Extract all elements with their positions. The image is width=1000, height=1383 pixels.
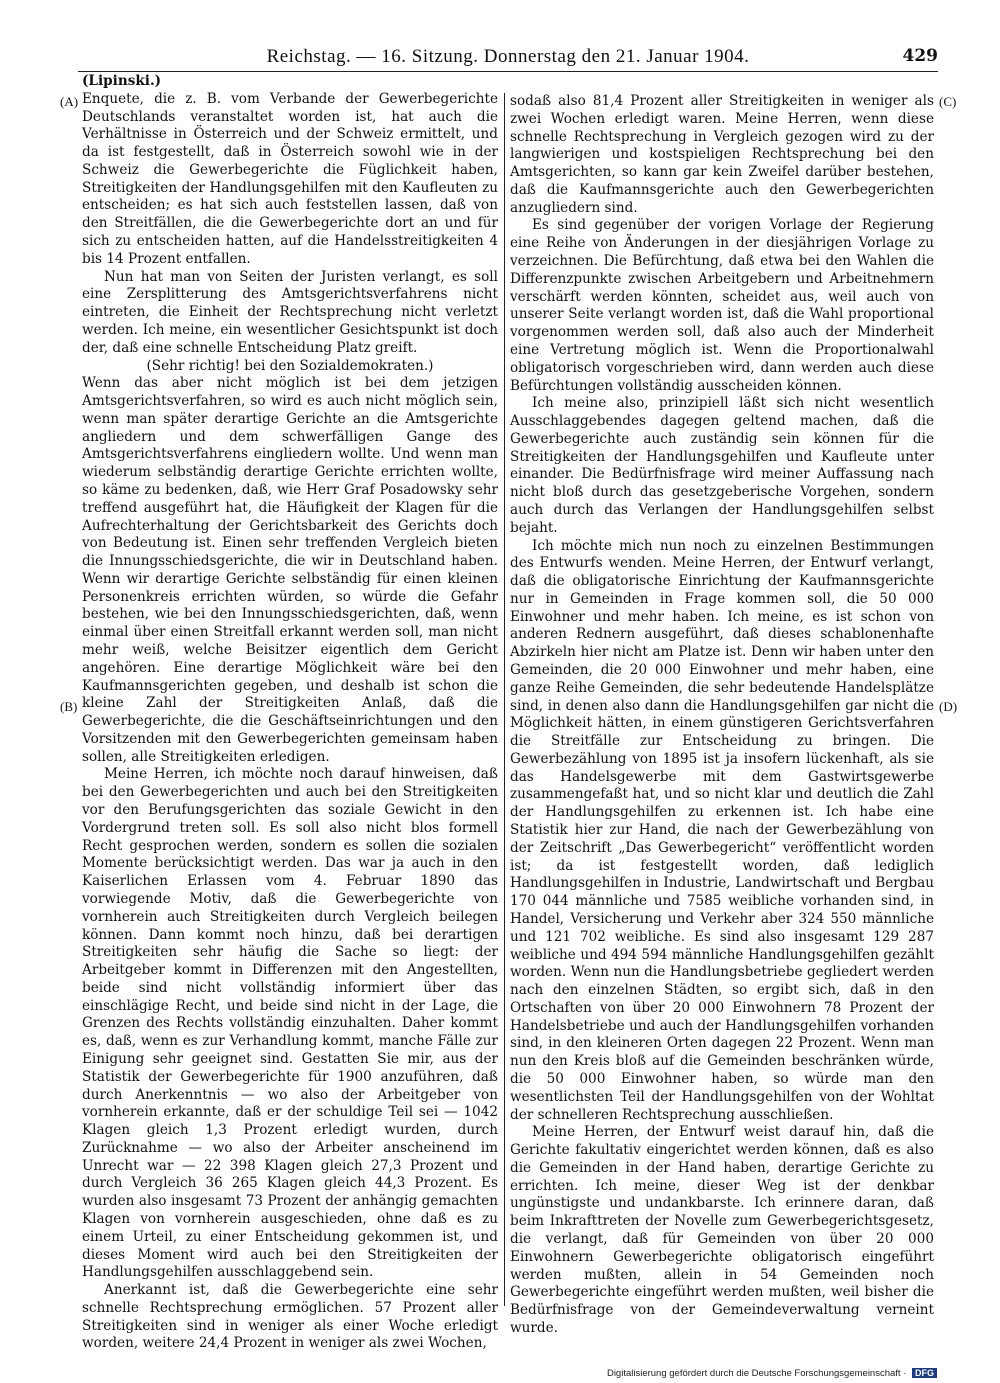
paragraph: Ich meine also, prinzipiell läßt sich nicht wesentlich Ausschlaggebendes dagegen geltend machen, daß die Gewerbegerichte auch zuständig sein können für die Streitigkeiten der Handlungsgehilfen und Kaufleute unter einander. Die Bedürfnisfrage wird meiner Auffassung nach nicht bloß durch das gesetzgeberische Vorgehen, sondern auch durch das Verlangen der Handlungsgehilfen selbst bejaht. [510, 395, 934, 536]
footer-credit [607, 1368, 937, 1379]
paragraph: Wenn das aber nicht möglich ist bei dem jetzigen Amtsgerichtsverfahren, so wird es auch nicht möglich sein, wenn man später derartige Gerichte an die Amtsgerichte angliedern und dem schwerfälligen Gange des Amtsgerichtsverfahrens eingliedern wollte. Und wenn man wiederum selbständig derartige Gerichte errichten wollte, so käme zu bedenken, daß, wie Herr Graf Posadowsky sehr treffend ausgeführt hat, die Häufigkeit der Klagen für die Aufrechterhaltung der Gerichtsbarkeit des Gerichts doch von Bedeutung ist. Einen sehr treffenden Vergleich bieten die Innungsschiedsgerichte, die wir in Deutschland haben. Wenn wir derartige Gerichte selbständig für einen kleinen Personenkreis errichten würden, so würde die Gefahr bestehen, wie bei den Innungsschiedsgerichten, daß, wenn einmal über einen Streitfall erkannt werden soll, man nicht mehr weiß, welche Beisitzer eigentlich dem Gericht angehören. Eine derartige Möglichkeit wäre bei den Kaufmannsgerichten gegeben, und deshalb ist schon die kleine Zahl der Streitigkeiten Anlaß, daß die Gewerbegerichte, die die Geschäftseinrichtungen und den Vorsitzenden mit den Gewerbegerichten gemeinsam haben sollen, alle Streitigkeiten erledigen. [82, 375, 498, 765]
running-title: Reichstag. — 16. Sitzung. Donnerstag den 21. Januar 1904. [266, 46, 750, 67]
paragraph: Meine Herren, der Entwurf weist darauf hin, daß die Gerichte fakultativ eingerichtet werden können, daß es also die Gemeinden in der Hand haben, derartige Gerichte zu errichten. Ich meine, dieser Weg ist der denkbar ungünstigste und undankbarste. Ich erinnere daran, daß beim Inkrafttreten der Novelle zum Gewerbegerichtsgesetz, die verlangt, daß für Gemeinden von über 20 000 Einwohnern Gewerbegerichte obligatorisch eingeführt werden mußten, allein in 54 Gemeinden noch Gewerbegerichte eingeführt werden mußten, weil bisher die Bedürfnisfrage von der Gemeindeverwaltung verneint wurde. [510, 1124, 934, 1336]
margin-mark-c: (C) [939, 94, 957, 109]
page-header [78, 46, 938, 68]
paragraph: Anerkannt ist, daß die Gewerbegerichte eine sehr schnelle Rechtsprechung ermöglichen. 57 Prozent aller Streitigkeiten sind in weniger als einer Woche erledigt worden, weitere 24,4 Prozent in weniger als zwei Wochen, [82, 1282, 498, 1352]
margin-mark-b: (B) [60, 699, 78, 714]
footer-text: Digitalisierung gefördert durch die Deutsche Forschungsgemeinschaft · [606, 1368, 907, 1379]
header-rule [78, 71, 938, 72]
right-column [510, 93, 934, 1338]
paragraph: Meine Herren, ich möchte noch darauf hinweisen, daß bei den Gewerbegerichten und auch bei den Streitigkeiten vor den Berufungsgerichten das soziale Gewicht in den Vordergrund treten soll. Es soll also nicht blos formell Recht gesprochen werden, sondern es sollen die sozialen Momente berücksichtigt werden. Das war ja auch in den Kaiserlichen Erlassen vom 4. Februar 1890 das vorwiegende Motiv, daß die Gewerbegerichte von vornherein auch Streitigkeiten durch Vergleich beilegen können. Dann kommt noch hinzu, daß bei derartigen Streitigkeiten sehr häufig die Sache so liegt: der Arbeitgeber kommt in Differenzen mit den Angestellten, beide sind nicht vollständig informiert über das einschlägige Recht, und beide sind nicht in der Lage, die Grenzen des Rechts vollständig einzuhalten. Daher kommt es, daß, wenn es zur Verhandlung kommt, manche Fälle zur Einigung sehr geeignet sind. Gestatten Sie mir, aus der Statistik der Gewerbegerichte für 1900 anzuführen, daß durch Anerkenntnis — wo also der Arbeitgeber von vornherein erkannte, daß er der schuldige Teil sei — 1042 Klagen gleich 1,3 Prozent erledigt wurden, durch Zurücknahme — wo also der Arbeiter anscheinend im Unrecht war — 22 398 Klagen gleich 27,3 Prozent und durch Vergleich 36 265 Klagen gleich 44,3 Prozent. Es wurden also insgesamt 73 Prozent der anhängig gemachten Klagen von vornherein ausgeschieden, ohne daß es zu einem Urteil, zu einer Entscheidung gekommen ist, und dieses Moment wird auch bei den Streitigkeiten der Handlungsgehilfen ausschlaggebend sein. [82, 766, 498, 1281]
margin-mark-d: (D) [939, 699, 958, 714]
paragraph: sodaß also 81,4 Prozent aller Streitigkeiten in weniger als zwei Wochen erledigt waren. Meine Herren, wenn diese schnelle Rechtsprechung in Vergleich gezogen wird zu der langwierigen und kostspieligen Rechtsprechung bei den Amtsgerichten, so kann gar kein Zweifel darüber bestehen, daß die Kaufmannsgerichte auch den Gewerbegerichten anzugliedern sind. [510, 93, 934, 216]
left-column [82, 73, 498, 1353]
paragraph: Es sind gegenüber der vorigen Vorlage der Regierung eine Reihe von Änderungen in der diesjährigen Vorlage zu verzeichnen. Die Befürchtung, daß etwa bei den Wahlen die Differenzpunkte zwischen Arbeitgebern und Arbeitnehmern verschärft werden könnten, scheidet aus, weil auch von unserer Seite verlangt worden ist, daß die Wahl proportional vorgenommen werden soll, daß also auch der Minderheit eine Vertretung möglich ist. Wenn die Proportionalwahl obligatorisch vorgeschrieben wird, dann werden auch diese Befürchtungen vollständig ausscheiden können. [510, 217, 934, 394]
page-number: 429 [902, 46, 938, 66]
speaker-name: (Lipinski.) [82, 73, 162, 89]
dfg-logo: DFG [912, 1368, 937, 1378]
paragraph: Enquete, die z. B. vom Verbande der Gewerbegerichte Deutschlands veranstaltet worden ist, hat auch die Verhältnisse in Österreich und der Schweiz ermittelt, und da ist festgestellt, daß in Österreich sowohl wie in der Schweiz die Gewerbegerichte die Füglichkeit haben, Streitigkeiten der Handlungsgehilfen mit den Kaufleuten zu entscheiden; es hat sich auch feststellen lassen, daß von den Streitfällen, die die Gewerbegerichte dort an und für sich zu entscheiden hatten, auf die Handelsstreitigkeiten 4 bis 14 Prozent entfallen. [82, 90, 498, 267]
column-divider [504, 93, 505, 1306]
paragraph: Ich möchte mich nun noch zu einzelnen Bestimmungen des Entwurfs wenden. Meine Herren, der Entwurf verlangt, daß die obligatorische Einrichtung der Kaufmannsgerichte nur in Gemeinden in Frage kommen soll, die 50 000 Einwohner und mehr haben. Ich meine, es ist schon von anderen Rednern ausgeführt, daß dieses schablonenhafte Abzirkeln hier nicht am Platze ist. Denn wir haben unter den Gemeinden, die 20 000 Einwohner und mehr haben, eine ganze Reihe Gemeinden, die sehr bedeutende Handelsplätze sind, in denen also dann die Handlungsgehilfen gar nicht die Möglichkeit hätten, in einem günstigeren Gerichtsverfahren die Streitfälle zur Entscheidung zu bringen. Die Gewerbezählung von 1895 ist ja insofern lückenhaft, als sie das Handelsgewerbe mit dem Gastwirtsgewerbe zusammengefaßt hat, und so nicht klar und deutlich die Zahl der Handlungsgehilfen zu erkennen ist. Ich habe eine Statistik hier zur Hand, die nach der Gewerbezählung von der Zeitschrift „Das Gewerbegericht“ veröffentlicht worden ist; da ist festgestellt worden, daß lediglich Handlungsgehilfen in Industrie, Landwirtschaft und Bergbau 170 044 männliche und 7585 weibliche vorhanden sind, in Handel, Versicherung und Verkehr aber 324 550 männliche und 121 702 weibliche. Es sind also insgesamt 129 287 weibliche und 494 594 männliche Handlungsgehilfen gezählt worden. Wenn nun die Handlungsbetriebe gegliedert werden nach den einzelnen Städten, so ergibt sich, daß in den Ortschaften von über 20 000 Einwohnern 78 Prozent der Handelsbetriebe und auch der Handlungsgehilfen vorhanden sind, in den kleineren Orten dagegen 22 Prozent. Wenn man nun den Kreis bloß auf die Gemeinden beschränken würde, die 50 000 Einwohner haben, so würde man den wesentlichsten Teil der Handlungsgehilfen von der Wohltat der schnelleren Rechtsprechung ausschließen. [510, 537, 934, 1123]
interjection: (Sehr richtig! bei den Sozialdemokraten.) [146, 357, 434, 374]
margin-mark-a: (A) [60, 94, 79, 109]
paragraph: Nun hat man von Seiten der Juristen verlangt, es soll eine Zersplitterung des Amtsgerichtsverfahrens nicht eintreten, die Einheit der Rechtsprechung nicht verletzt werden. Ich meine, ein wesentlicher Gesichtspunkt ist doch der, daß eine schnelle Entscheidung Platz greift. [82, 268, 498, 356]
